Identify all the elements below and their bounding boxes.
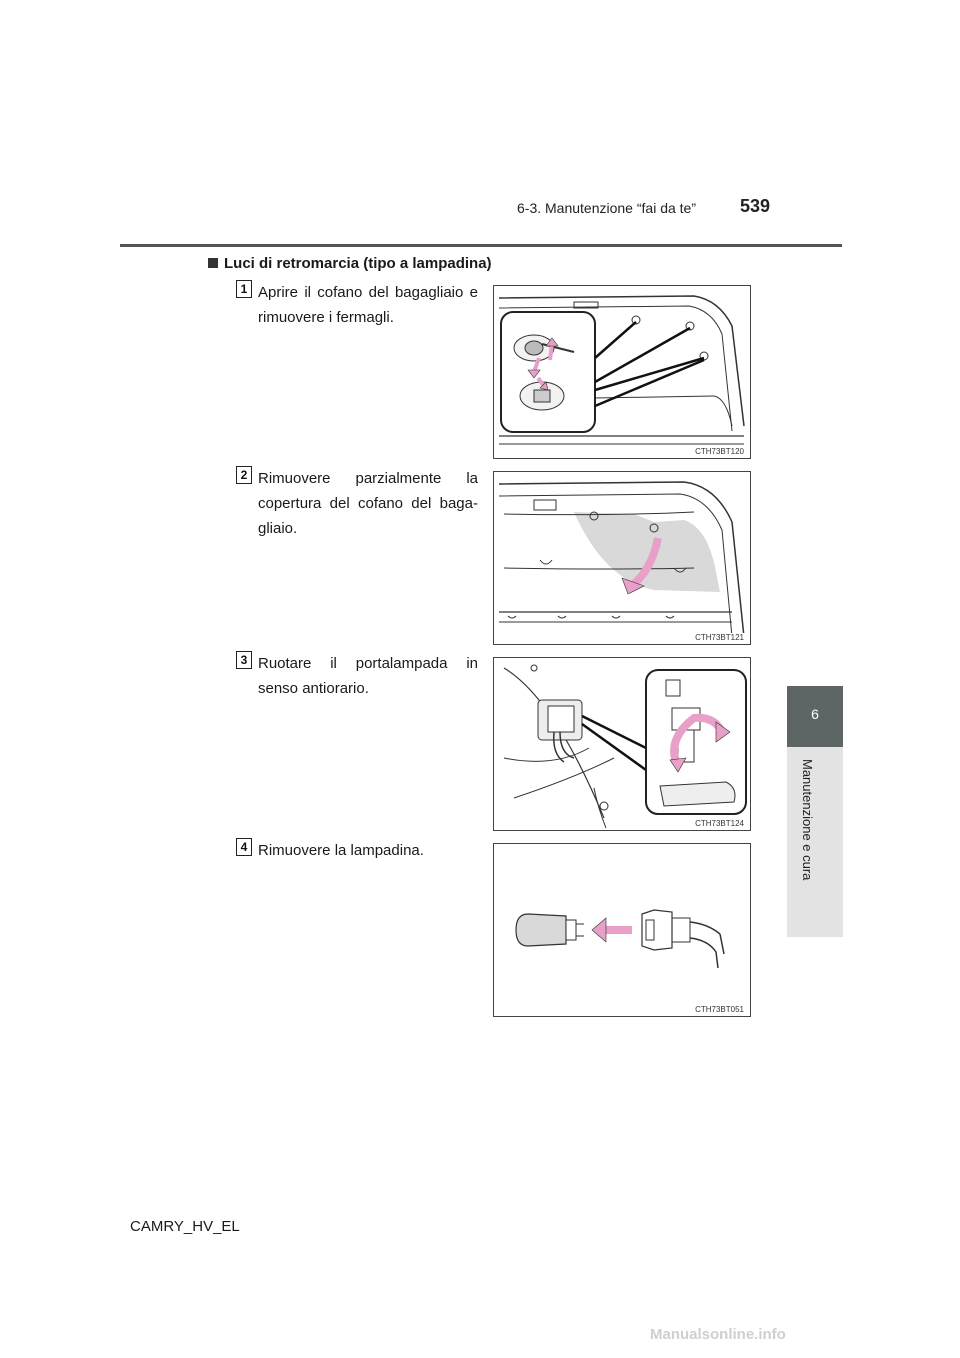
page-number: 539 (740, 196, 771, 216)
step-text-2: Rimuovere parzialmente la copertura del cofano del baga-gliaio. (258, 470, 478, 537)
footer-website-watermark[interactable]: Manualsonline.info (650, 1326, 786, 1343)
footer-model-code: CAMRY_HV_EL (130, 1218, 240, 1235)
header-section-title: 6-3. Manutenzione “fai da te” (517, 200, 696, 216)
square-bullet-icon (208, 258, 218, 268)
figure-code-3: CTH73BT124 (695, 819, 744, 828)
figure-code-4: CTH73BT051 (695, 1005, 744, 1014)
step-text-1: Aprire il cofano del bagagliaio e rimuovere i fermagli. (258, 284, 478, 326)
section-title-text: Luci di retromarcia (tipo a lampadina) (224, 255, 492, 272)
chapter-tab-bar (787, 747, 843, 937)
figure-step-3 (493, 657, 751, 831)
figure-code-1: CTH73BT120 (695, 447, 744, 456)
step-text-4: Rimuovere la lampadina. (258, 842, 424, 859)
step-text-3: Ruotare il portalampada in senso antiorario. (258, 655, 478, 697)
trunk-lid-clips-illustration (494, 286, 750, 458)
bulb-removal-illustration (494, 844, 750, 1016)
trunk-lid-cover-illustration (494, 472, 750, 644)
step-number-1: 1 (236, 280, 252, 298)
step-number-2: 2 (236, 466, 252, 484)
bulb-socket-rotation-illustration (494, 658, 750, 830)
step-number-4: 4 (236, 838, 252, 856)
figure-step-1 (493, 285, 751, 459)
step-number-3: 3 (236, 651, 252, 669)
chapter-label: Manutenzione e cura (800, 759, 815, 881)
section-title (208, 255, 492, 272)
chapter-number: 6 (811, 706, 819, 722)
figure-step-2 (493, 471, 751, 645)
figure-code-2: CTH73BT121 (695, 633, 744, 642)
chapter-tab[interactable] (787, 686, 843, 747)
figure-step-4 (493, 843, 751, 1017)
header-divider (120, 244, 842, 247)
